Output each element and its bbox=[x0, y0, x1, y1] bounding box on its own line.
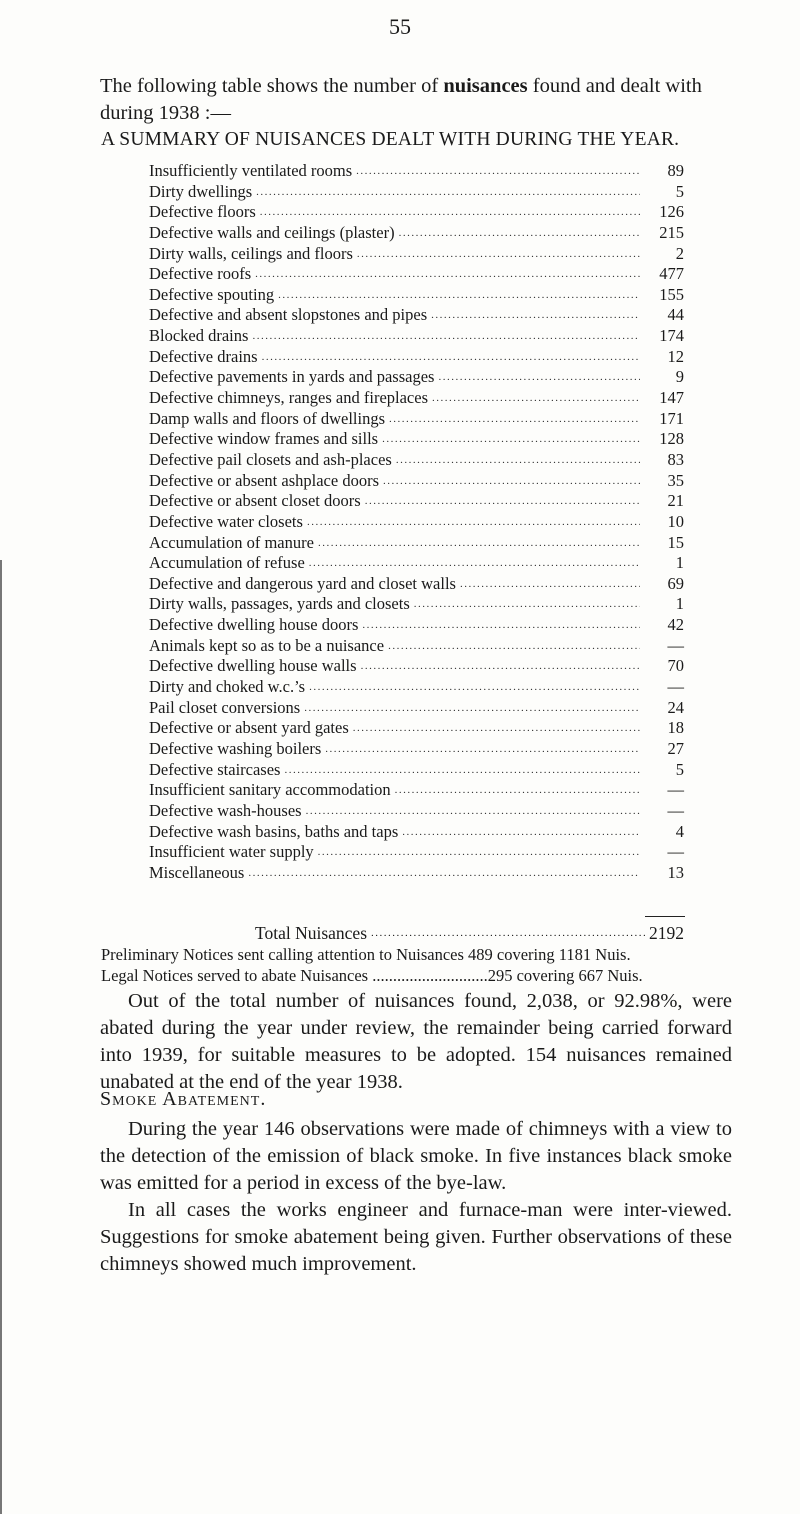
nuisance-label: Defective and absent slopstones and pipes bbox=[149, 305, 428, 325]
nuisance-label: Miscellaneous bbox=[149, 862, 245, 882]
nuisance-count: 27 bbox=[667, 738, 684, 758]
table-row bbox=[149, 347, 684, 368]
nuisance-count: 18 bbox=[667, 718, 684, 738]
nuisance-label: Defective or absent ashplace doors bbox=[149, 470, 379, 490]
legal-notices-line: Legal Notices served to abate Nuisances ............................295 covering 667 Nuis. bbox=[101, 966, 643, 985]
smoke-paragraph-2: In all cases the works engineer and furnace-man were inter-viewed. Suggestions for smoke abatement being given. Further observations of these chimneys showed much improvement. bbox=[100, 1199, 732, 1275]
table-row bbox=[149, 161, 684, 182]
table-row bbox=[149, 512, 684, 533]
preliminary-notices-line: Preliminary Notices sent calling attention to Nuisances 489 covering 1181 Nuis. bbox=[101, 945, 631, 964]
table-row bbox=[149, 326, 684, 347]
table-row bbox=[149, 305, 684, 326]
total-rule bbox=[645, 916, 685, 917]
leader-dots bbox=[284, 760, 640, 781]
table-row bbox=[149, 223, 684, 244]
leader-dots bbox=[325, 739, 640, 760]
table-row bbox=[149, 388, 684, 409]
page-edge-line bbox=[0, 560, 2, 1514]
table-row bbox=[149, 677, 684, 698]
table-row bbox=[149, 636, 684, 657]
nuisance-count: 13 bbox=[667, 862, 684, 882]
table-row bbox=[149, 760, 684, 781]
table-row bbox=[149, 822, 684, 843]
smoke-abatement-heading: Smoke Abatement. bbox=[100, 1088, 267, 1110]
nuisance-label: Defective pail closets and ash-places bbox=[149, 449, 392, 469]
leader-dots bbox=[304, 698, 640, 719]
nuisance-label: Defective window frames and sills bbox=[149, 429, 379, 449]
table-row bbox=[149, 698, 684, 719]
leader-dots bbox=[307, 512, 640, 533]
page-number: 55 bbox=[389, 14, 411, 39]
nuisance-table bbox=[149, 161, 684, 883]
intro-text-end: found and dealt with during 1938 :— bbox=[100, 75, 702, 124]
nuisance-label: Insufficiently ventilated rooms bbox=[149, 161, 353, 180]
nuisance-count: — bbox=[667, 635, 684, 655]
nuisance-count: 69 bbox=[667, 573, 684, 593]
abatement-paragraph: Out of the total number of nuisances found, 2,038, or 92.98%, were abated during the year under review, the remainder being carried forward into 1939, for suitable measures to be adopted. 154 nuisances remained unabated at the end of the year 1938. bbox=[100, 990, 732, 1093]
table-row bbox=[149, 264, 684, 285]
nuisance-count: 42 bbox=[667, 615, 684, 635]
leader-dots bbox=[432, 388, 640, 409]
table-row bbox=[149, 615, 684, 636]
table-row bbox=[149, 429, 684, 450]
table-row bbox=[149, 182, 684, 203]
table-row bbox=[149, 202, 684, 223]
nuisance-count: 35 bbox=[667, 470, 684, 490]
leader-dots bbox=[362, 615, 640, 636]
nuisance-count: 9 bbox=[675, 367, 684, 387]
leader-dots bbox=[389, 409, 640, 430]
nuisance-count: 15 bbox=[667, 532, 684, 552]
leader-dots bbox=[356, 161, 640, 182]
leader-dots bbox=[353, 718, 640, 739]
table-row bbox=[149, 842, 684, 863]
total-value: 2192 bbox=[649, 923, 684, 943]
nuisance-count: 174 bbox=[659, 326, 684, 346]
nuisance-label: Defective water closets bbox=[149, 511, 303, 531]
nuisance-count: 21 bbox=[667, 491, 684, 511]
nuisance-count: — bbox=[667, 842, 684, 862]
nuisance-count: 128 bbox=[659, 429, 684, 449]
nuisance-label: Insufficient water supply bbox=[149, 842, 314, 862]
nuisance-label: Defective staircases bbox=[149, 759, 281, 779]
table-row bbox=[149, 367, 684, 388]
table-row bbox=[149, 863, 684, 884]
leader-dots bbox=[414, 594, 640, 615]
table-row bbox=[149, 574, 684, 595]
nuisance-label: Defective walls and ceilings (plaster) bbox=[149, 222, 395, 242]
leader-dots bbox=[252, 326, 640, 347]
nuisance-count: 1 bbox=[675, 594, 684, 614]
table-row bbox=[149, 801, 684, 822]
nuisance-label: Dirty dwellings bbox=[149, 181, 253, 201]
nuisance-label: Blocked drains bbox=[149, 326, 249, 346]
nuisance-label: Dirty walls, ceilings and floors bbox=[149, 243, 353, 263]
leader-dots bbox=[357, 244, 640, 265]
intro-paragraph bbox=[100, 73, 730, 127]
leader-dots bbox=[382, 429, 640, 450]
nuisance-count: 5 bbox=[675, 759, 684, 779]
nuisance-label: Defective pavements in yards and passages bbox=[149, 367, 435, 387]
leader-dots bbox=[306, 801, 640, 822]
nuisance-label: Dirty walls, passages, yards and closets bbox=[149, 594, 410, 614]
nuisance-label: Defective dwelling house doors bbox=[149, 615, 359, 635]
table-row bbox=[149, 718, 684, 739]
leader-dots bbox=[361, 656, 640, 677]
nuisance-count: 10 bbox=[667, 511, 684, 531]
nuisance-count: 171 bbox=[659, 408, 684, 428]
leader-dots bbox=[256, 182, 640, 203]
nuisance-label: Dirty and choked w.c.’s bbox=[149, 677, 306, 697]
leader-dots bbox=[365, 491, 640, 512]
nuisance-label: Defective and dangerous yard and closet walls bbox=[149, 573, 456, 593]
nuisance-count: 2 bbox=[675, 243, 684, 263]
table-row bbox=[149, 594, 684, 615]
leader-dots bbox=[309, 553, 640, 574]
nuisance-count: 44 bbox=[667, 305, 684, 325]
nuisance-count: 126 bbox=[659, 202, 684, 222]
table-row bbox=[149, 450, 684, 471]
nuisance-label: Defective wash basins, baths and taps bbox=[149, 821, 399, 841]
leader-dots bbox=[309, 677, 640, 698]
nuisance-label: Defective chimneys, ranges and fireplaces bbox=[149, 388, 428, 408]
table-row bbox=[149, 491, 684, 512]
nuisance-count: 12 bbox=[667, 346, 684, 366]
nuisance-count: — bbox=[667, 677, 684, 697]
nuisance-count: 70 bbox=[667, 656, 684, 676]
leader-dots bbox=[460, 574, 640, 595]
nuisance-label: Accumulation of manure bbox=[149, 532, 314, 552]
nuisance-label: Animals kept so as to be a nuisance bbox=[149, 635, 385, 655]
nuisance-count: — bbox=[667, 800, 684, 820]
leader-dots bbox=[260, 202, 640, 223]
nuisance-label: Defective or absent yard gates bbox=[149, 718, 349, 738]
nuisance-label: Defective dwelling house walls bbox=[149, 656, 357, 676]
intro-text-start: The following table shows the number of bbox=[100, 75, 444, 97]
nuisance-label: Accumulation of refuse bbox=[149, 553, 305, 573]
nuisance-label: Defective roofs bbox=[149, 264, 252, 284]
total-leader-dots bbox=[371, 922, 645, 944]
nuisance-label: Defective floors bbox=[149, 202, 256, 222]
table-row bbox=[149, 409, 684, 430]
table-row bbox=[149, 471, 684, 492]
nuisance-count: 4 bbox=[675, 821, 684, 841]
nuisance-label: Defective spouting bbox=[149, 284, 275, 304]
leader-dots bbox=[399, 223, 640, 244]
intro-bold-word: nuisances bbox=[443, 75, 528, 97]
leader-dots bbox=[396, 450, 640, 471]
table-row bbox=[149, 780, 684, 801]
nuisance-label: Damp walls and floors of dwellings bbox=[149, 408, 386, 428]
leader-dots bbox=[262, 347, 640, 368]
total-label: Total Nuisances bbox=[255, 923, 368, 943]
nuisance-count: 215 bbox=[659, 222, 684, 242]
leader-dots bbox=[318, 533, 640, 554]
nuisance-count: 5 bbox=[675, 181, 684, 201]
summary-title: A SUMMARY OF NUISANCES DEALT WITH DURING THE YEAR. bbox=[101, 129, 680, 150]
nuisance-label: Defective drains bbox=[149, 346, 258, 366]
leader-dots bbox=[318, 842, 640, 863]
table-row bbox=[149, 285, 684, 306]
table-row bbox=[149, 553, 684, 574]
nuisance-count: 89 bbox=[667, 161, 684, 180]
total-row bbox=[255, 922, 684, 944]
nuisance-count: 147 bbox=[659, 388, 684, 408]
nuisance-count: 477 bbox=[659, 264, 684, 284]
nuisance-label: Pail closet conversions bbox=[149, 697, 301, 717]
leader-dots bbox=[431, 305, 640, 326]
nuisance-count: 24 bbox=[667, 697, 684, 717]
leader-dots bbox=[388, 636, 640, 657]
nuisance-count: 83 bbox=[667, 449, 684, 469]
table-row bbox=[149, 739, 684, 760]
nuisance-count: 155 bbox=[659, 284, 684, 304]
nuisance-label: Defective wash-houses bbox=[149, 800, 302, 820]
leader-dots bbox=[395, 780, 640, 801]
nuisance-label: Insufficient sanitary accommodation bbox=[149, 780, 391, 800]
leader-dots bbox=[278, 285, 640, 306]
leader-dots bbox=[255, 264, 640, 285]
leader-dots bbox=[248, 863, 640, 884]
table-row bbox=[149, 533, 684, 554]
nuisance-label: Defective or absent closet doors bbox=[149, 491, 361, 511]
nuisance-label: Defective washing boilers bbox=[149, 738, 322, 758]
leader-dots bbox=[383, 471, 640, 492]
table-row bbox=[149, 656, 684, 677]
leader-dots bbox=[438, 367, 640, 388]
leader-dots bbox=[402, 822, 640, 843]
nuisance-count: 1 bbox=[675, 553, 684, 573]
table-row bbox=[149, 244, 684, 265]
smoke-paragraph-1: During the year 146 observations were made of chimneys with a view to the detection of the emission of black smoke. In five instances black smoke was emitted for a period in excess of the bye-law. bbox=[100, 1118, 732, 1194]
nuisance-count: — bbox=[667, 780, 684, 800]
